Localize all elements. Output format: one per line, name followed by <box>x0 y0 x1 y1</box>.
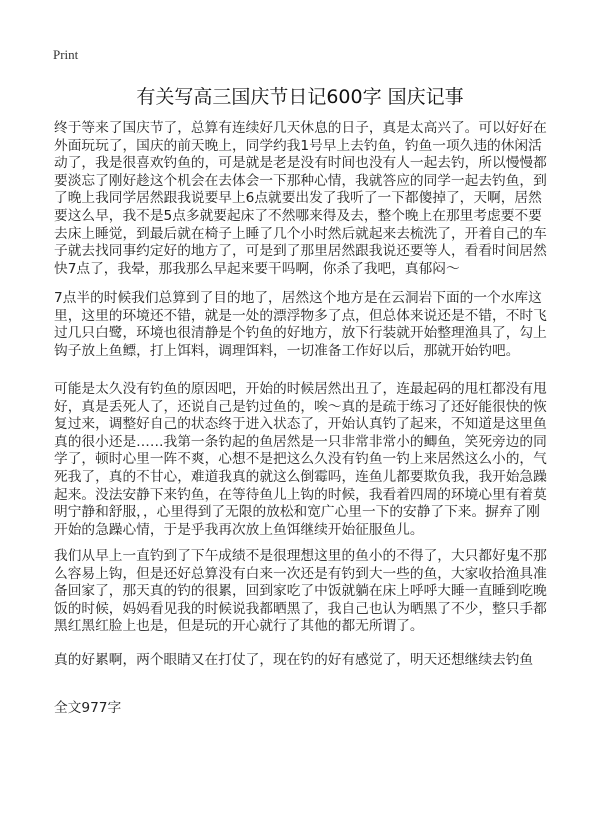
paragraph-line: 可能是太久没有钓鱼的原因吧，开始的时候居然出丑了，连最起码的甩杠都没有甩 <box>54 381 547 397</box>
paragraph-line: 了晚上我同学居然跟我说要早上6点就要出发了我听了一下都傻掉了，天啊，居然 <box>54 190 542 207</box>
paragraph-line: 饭的时候，妈妈看见我的时候说我都晒黑了，我自己也认为晒黑了不少，整只手都 <box>54 600 547 617</box>
paragraph-line: 好，真是丢死人了，还说自己是钓过鱼的，唉～真的是疏于练习了还好能很快的恢 <box>54 398 547 415</box>
article-paragraph <box>54 548 550 636</box>
article-paragraph <box>54 652 550 670</box>
word-count: 全文977字 <box>54 700 122 716</box>
paragraph-line: 里，这里的环境还不错，就是一处的漂浮物多了点，但总体来说还是不错，不时飞 <box>54 307 547 324</box>
paragraph-line: 我们从早上一直钓到了下午成绩不是很理想这里的鱼小的不得了，大只都好鬼不那 <box>54 548 547 564</box>
paragraph-line: 死我了，真的不甘心，难道我真的就这么倒霉吗，连鱼儿都要欺负我，我开始急躁 <box>54 468 547 485</box>
paragraph-line: 要淡忘了刚好趁这个机会在去体会一下那种心情，我就答应的同学一起去钓鱼，到 <box>54 172 547 189</box>
paragraph-line: 明宁静和舒服，，心里得到了无限的放松和宽广心里一下的安静了下来。摒弃了刚 <box>54 504 540 521</box>
paragraph-line: 黑红黑红脸上也是，但是玩的开心就行了其他的都无所谓了。 <box>54 618 424 635</box>
paragraph-line: 7点半的时候我们总算到了目的地了，居然这个地方是在云洞岩下面的一个水库这 <box>54 290 542 306</box>
paragraph-line: 子就去找同事约定好的地方了，可是到了那里居然跟我说还要等人，看看时间居然 <box>54 243 547 260</box>
paragraph-line: 动了，我是很喜欢钓鱼的，可是就是老是没有时间也没有人一起去钓，所以慢慢都 <box>54 155 547 172</box>
paragraph-line: 终于等来了国庆节了，总算有连续好几天休息的日子，真是太高兴了。可以好好在 <box>54 120 547 136</box>
paragraph-line: 外面玩玩了，国庆的前天晚上，同学约我1号早上去钓鱼，钓鱼一项久违的休闲活 <box>54 137 542 154</box>
paragraph-line: 真的好累啊，两个眼睛又在打仗了，现在钓的好有感觉了，明天还想继续去钓鱼 <box>54 652 534 668</box>
paragraph-line: 开始的急躁心情，于是乎我再次放上鱼饵继续开始征服鱼儿。 <box>54 521 424 538</box>
article-paragraph <box>54 381 550 539</box>
paragraph-line: 复过来，调整好自己的状态终于进入状态了，开始认真钓了起来，不知道是这里鱼 <box>54 416 547 433</box>
paragraph-line: 真的很小还是……我第一条钓起的鱼居然是一只非常非常小的鲫鱼，笑死旁边的同 <box>54 433 547 450</box>
paragraph-line: 学了，顿时心里一阵不爽，心想不是把这么久没有钓鱼一钓上来居然这么小的，气 <box>54 451 547 468</box>
paragraph-line: 去床上睡觉，到最后就在椅子上睡了几个小时然后就起来去梳洗了，开着自己的车 <box>54 225 547 242</box>
article-paragraph <box>54 120 550 278</box>
paragraph-line: 备回家了，那天真的钓的很累，回到家吃了中饭就躺在床上呼呼大睡一直睡到吃晚 <box>54 583 547 600</box>
page-title: 有关写高三国庆节日记600字 国庆记事 <box>136 86 464 108</box>
paragraph-line: 钩子放上鱼鳔，打上饵料，调理饵料，一切准备工作好以后，那就开始钓吧。 <box>54 342 520 359</box>
paragraph-line: 么容易上钩，但是还好总算没有白来一次还是有钓到大一些的鱼，大家收拾渔具准 <box>54 565 547 582</box>
paragraph-line: 要这么早，我不是5点多就要起床了不然哪来得及去，整个晚上在那里考虑要不要 <box>54 207 542 224</box>
article-paragraph <box>54 290 550 360</box>
print-link[interactable]: Print <box>53 47 79 62</box>
paragraph-line: 过几只白鹭，环境也很清静是个钓鱼的好地方，放下行装就开始整理渔具了，勾上 <box>54 325 547 342</box>
paragraph-line: 起来。没法安静下来钓鱼，在等待鱼儿上钩的时候，我看着四周的环境心里有着莫 <box>54 486 547 503</box>
paragraph-line: 快7点了，我晕，那我那么早起来要干吗啊，你杀了我吧，真郁闷～ <box>54 260 460 277</box>
